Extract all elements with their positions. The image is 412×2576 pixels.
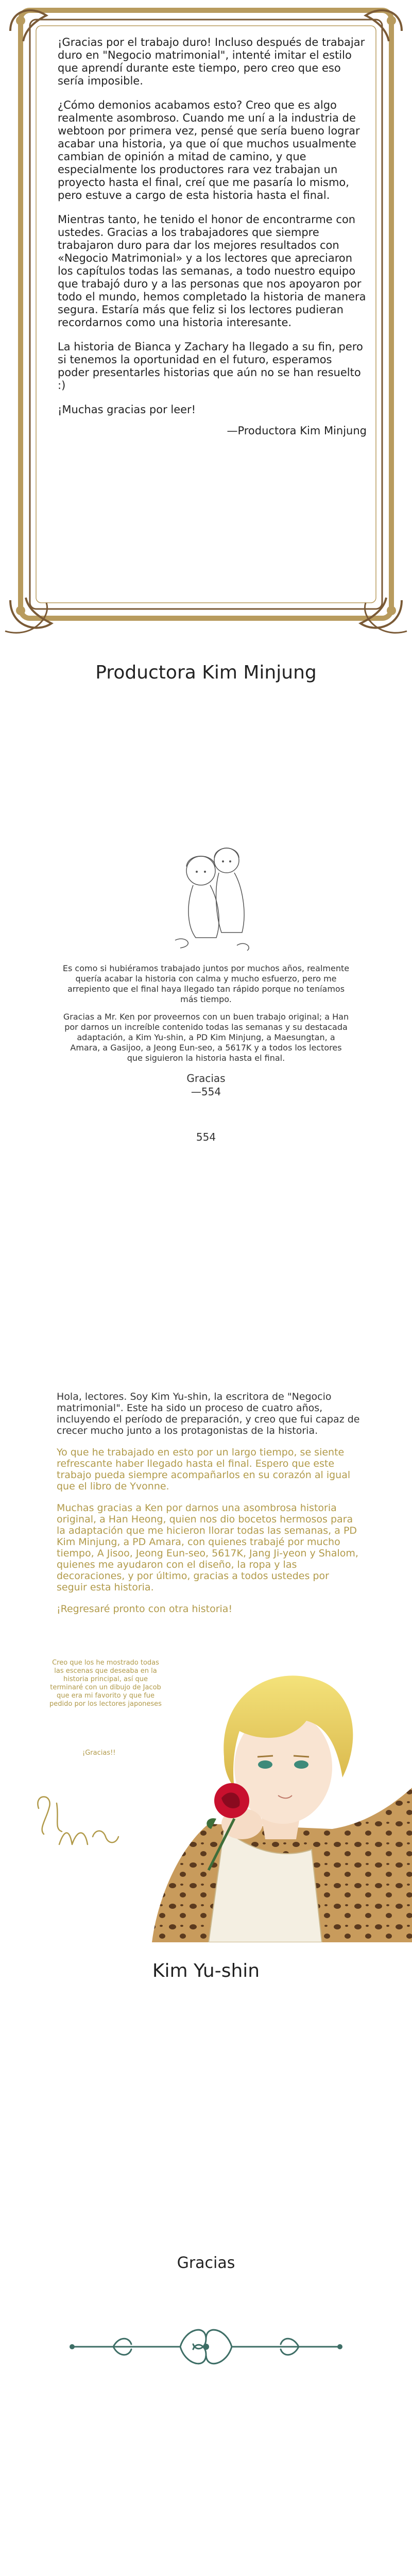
thanks-label: Gracias (186, 1072, 226, 1084)
letter-paragraph: ¿Cómo demonios acabamos esto? Creo que es algo realmente asombroso. Cuando me uní a la industria de webtoon por primera vez, pensé que sería bueno lograr acabar una historia, ya que oí que muchos usualmente cambian de opinión a mitad de camino, y que especialmente los productores rara vez trabajan un proyecto hasta el final, creí que me pasaría lo mismo, pero estuve a cargo de esta historia hasta el final. (58, 99, 360, 201)
author-note: Creo que los he mostrado todas las escenas que deseaba en la historia principal, así que terminaré con un dibujo de Jacob que era mi favorito y que fue pedido por los lectores japoneses (49, 1659, 162, 1708)
final-thanks: Gracias (177, 2254, 235, 2272)
character-illustration (147, 1654, 412, 1942)
message-paragraph: Es como si hubiéramos trabajado juntos por muchos años, realmente quería acabar la historia con calma y mucho esfuerzo, pero me arrepiento que el final haya llegado tan rápido porque no teníamos más tiempo. (62, 963, 350, 1004)
artist-sign-off (0, 1072, 412, 1098)
author-paragraph: Hola, lectores. Soy Kim Yu-shin, la escritora de "Negocio matrimonial". Este ha sido un proceso de cuatro años, incluyendo el período de preparación, y creo que fui capaz de crecer mucho junto a los protagonistas de la historia. (57, 1391, 360, 1436)
artist-stamp: 554 (196, 1131, 216, 1143)
author-letter (57, 1391, 360, 1625)
artist-signature: —554 (191, 1086, 221, 1098)
letter-paragraph: ¡Gracias por el trabajo duro! Incluso después de trabajar duro en "Negocio matrimonial", intenté imitar el estilo que aprendí durante este tiempo, pero creo que eso sería imposible. (58, 36, 365, 87)
ornament-divider (62, 2308, 350, 2385)
letter-body (58, 36, 367, 449)
letter-paragraph: La historia de Bianca y Zachary ha llegado a su fin, pero si tenemos la oportunidad en el futuro, esperamos poder presentarles historias que aún no se han resuelto :) (58, 341, 363, 392)
handwritten-signature (28, 1788, 131, 1860)
letter-signature: —Productora Kim Minjung (227, 425, 367, 437)
note-thanks: ¡Gracias!! (82, 1749, 116, 1757)
thanks-message (62, 963, 350, 1071)
message-paragraph: Gracias a Mr. Ken por proveernos con un buen trabajo original; a Han por darnos un increíble contenido todas las semanas y su destacada adaptación, a Kim Yu-shin, a PD Kim Minjung, a Maesungtan, a Amara, a Gasijoo, a Jeong Eun-seo, a 5617K y a todos los lectores que siguieron la historia hasta el final. (63, 1012, 349, 1063)
author-title: Kim Yu-shin (152, 1960, 260, 1981)
author-closing: ¡Regresaré pronto con otra historia! (57, 1603, 233, 1615)
framed-letter (0, 0, 412, 641)
producer-title: Productora Kim Minjung (95, 662, 317, 683)
author-paragraph: Muchas gracias a Ken por darnos una asombrosa historia original, a Han Heong, quien nos dio bocetos hermosos para la adaptación que me hicieron llorar todas las semanas, a PD Kim Minjung, a PD Amara, con quienes trabajé por mucho tiempo, A Jisoo, Jeong Eun-seo, 5617K, Jang Ji-yeon y Shalom, quienes me ayudaron con el diseño, la ropa y las decoraciones, y por último, gracias a todos ustedes por seguir esta historia. (57, 1502, 358, 1593)
letter-paragraph: Mientras tanto, he tenido el honor de encontrarme con ustedes. Gracias a los trabajadores que siempre trabajaron duro para dar los mejores resultados con «Negocio Matrimonial» y a los lectores que apreciaron los capítulos todas las semanas, a todo nuestro equipo que trabajó duro y a las personas que nos apoyaron por todo el mundo, hemos completado la historia de manera segura. Estaría más que feliz si los lectores pudieran recordarnos como una historia interesante. (58, 213, 366, 329)
sketch-illustration (165, 829, 258, 953)
letter-paragraph: ¡Muchas gracias por leer! (58, 403, 196, 416)
author-paragraph: Yo que he trabajado en esto por un largo tiempo, se siente refrescante haber llegado hasta el final. Espero que este trabajo pueda siempre acompañarlos en su corazón al igual que el libro de Yvonne. (57, 1447, 351, 1492)
